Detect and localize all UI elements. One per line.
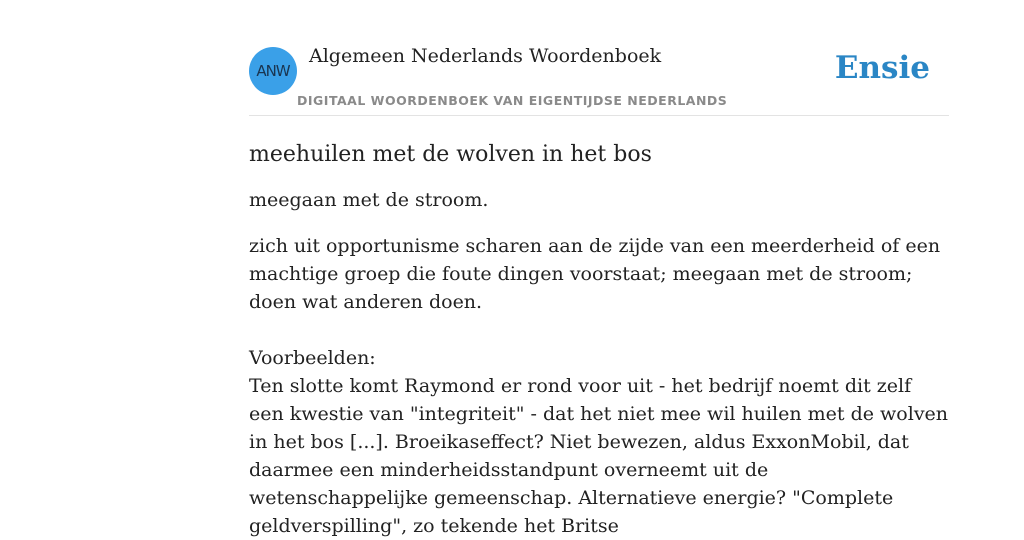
long-definition: zich uit opportunisme scharen aan de zijde van een meerderheid of een machtige groep die foute dingen voorstaat; meegaan met de stroom; doen wat anderen doen. (249, 235, 941, 313)
ensie-brand-link[interactable]: Ensie (834, 50, 930, 86)
logo-text: ANW (256, 62, 290, 80)
header-divider (249, 115, 949, 116)
short-definition: meegaan met de stroom. (249, 189, 489, 211)
entry-term: meehuilen met de wolven in het bos (249, 142, 652, 167)
anw-logo[interactable] (249, 47, 297, 95)
site-subtitle: DIGITAAL WOORDENBOEK VAN EIGENTIJDSE NEDERLANDS (297, 93, 728, 108)
entry-content (249, 140, 949, 540)
examples-label: Voorbeelden: (249, 347, 376, 369)
site-title[interactable]: Algemeen Nederlands Woordenboek (309, 45, 662, 67)
example-text: Ten slotte komt Raymond er rond voor uit - het bedrijf noemt dit zelf een kwestie van "integriteit" - dat het niet mee wil huilen met de wolven in het bos [...]. Broeikaseffect? Niet bewezen, aldus ExxonMobil, dat daarmee een minderheidsstandpunt overneemt uit de wetenschappelijke gemeenschap. Alternatieve energie? "Complete geldverspilling", zo tekende het Britse (249, 375, 949, 537)
